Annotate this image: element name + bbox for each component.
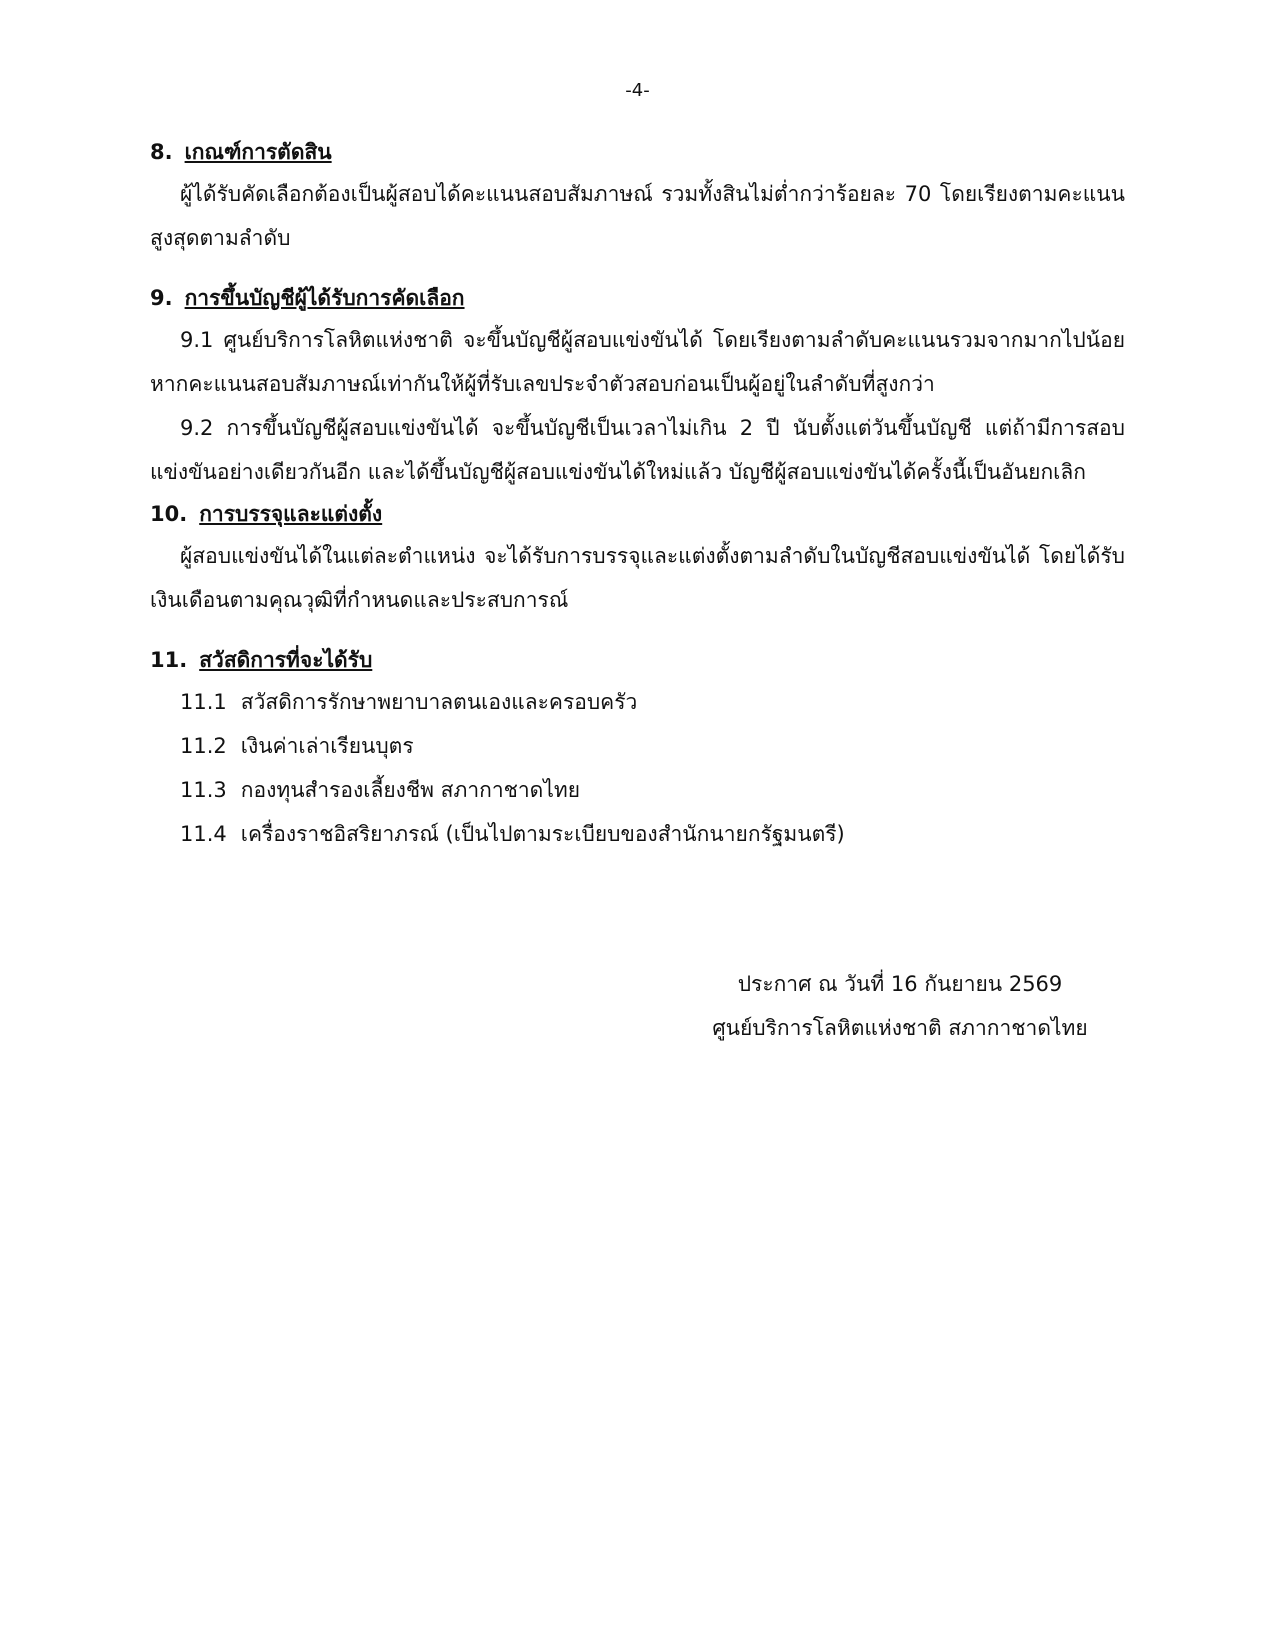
benefit-number: 11.2 — [180, 734, 227, 758]
benefit-number: 11.4 — [180, 822, 227, 846]
document-body — [150, 132, 1125, 856]
section-11-heading — [150, 640, 1125, 680]
section-title: สวัสดิการที่จะได้รับ — [199, 648, 373, 672]
section-number: 9. — [150, 286, 173, 310]
benefit-text: เครื่องราชอิสริยาภรณ์ (เป็นไปตามระเบียบของสำนักนายกรัฐมนตรี) — [240, 822, 845, 846]
organization-name: ศูนย์บริการโลหิตแห่งชาติ สภากาชาดไทย — [712, 1016, 1088, 1040]
section-title: เกณฑ์การตัดสิน — [184, 140, 332, 164]
section-number: 10. — [150, 502, 188, 526]
signature-block — [690, 962, 1110, 1050]
benefit-item — [150, 812, 1125, 856]
section-number: 11. — [150, 648, 188, 672]
benefit-number: 11.1 — [180, 690, 227, 714]
benefit-item — [150, 768, 1125, 812]
section-title: การบรรจุและแต่งตั้ง — [199, 502, 383, 526]
benefit-item — [150, 724, 1125, 768]
benefit-text: กองทุนสำรองเลี้ยงชีพ สภากาชาดไทย — [240, 778, 581, 802]
section-9-2-paragraph: 9.2 การขึ้นบัญชีผู้สอบแข่งขันได้ จะขึ้นบัญชีเป็นเวลาไม่เกิน 2 ปี นับตั้งแต่วันขึ้นบัญชี แต่ถ้ามีการสอบแข่งขันอย่างเดียวกันอีก และได้ขึ้นบัญชีผู้สอบแข่งขันได้ใหม่แล้ว บัญชีผู้สอบแข่งขันได้ครั้งนี้เป็นอันยกเลิก — [150, 416, 1125, 484]
page-number: -4- — [625, 80, 650, 101]
section-10-paragraph: ผู้สอบแข่งขันได้ในแต่ละตำแหน่ง จะได้รับการบรรจุและแต่งตั้งตามลำดับในบัญชีสอบแข่งขันได้ โดยได้รับเงินเดือนตามคุณวุฒิที่กำหนดและประสบการณ์ — [150, 544, 1125, 612]
benefit-number: 11.3 — [180, 778, 227, 802]
section-9-heading — [150, 278, 1125, 318]
section-9-1-paragraph: 9.1 ศูนย์บริการโลหิตแห่งชาติ จะขึ้นบัญชีผู้สอบแข่งขันได้ โดยเรียงตามลำดับคะแนนรวมจากมากไปน้อย หากคะแนนสอบสัมภาษณ์เท่ากันให้ผู้ที่รับเลขประจำตัวสอบก่อนเป็นผู้อยู่ในลำดับที่สูงกว่า — [150, 328, 1125, 396]
section-10-heading — [150, 494, 1125, 534]
section-8-paragraph: ผู้ได้รับคัดเลือกต้องเป็นผู้สอบได้คะแนนสอบสัมภาษณ์ รวมทั้งสินไม่ต่ำกว่าร้อยละ 70 โดยเรียงตามคะแนนสูงสุดตามลำดับ — [150, 182, 1125, 250]
benefit-text: เงินค่าเล่าเรียนบุตร — [240, 734, 414, 758]
announcement-date: ประกาศ ณ วันที่ 16 กันยายน 2569 — [737, 972, 1063, 996]
section-number: 8. — [150, 140, 173, 164]
benefit-text: สวัสดิการรักษาพยาบาลตนเองและครอบครัว — [240, 690, 638, 714]
section-8-heading — [150, 132, 1125, 172]
benefit-item — [150, 680, 1125, 724]
section-title: การขึ้นบัญชีผู้ได้รับการคัดเลือก — [184, 286, 465, 310]
